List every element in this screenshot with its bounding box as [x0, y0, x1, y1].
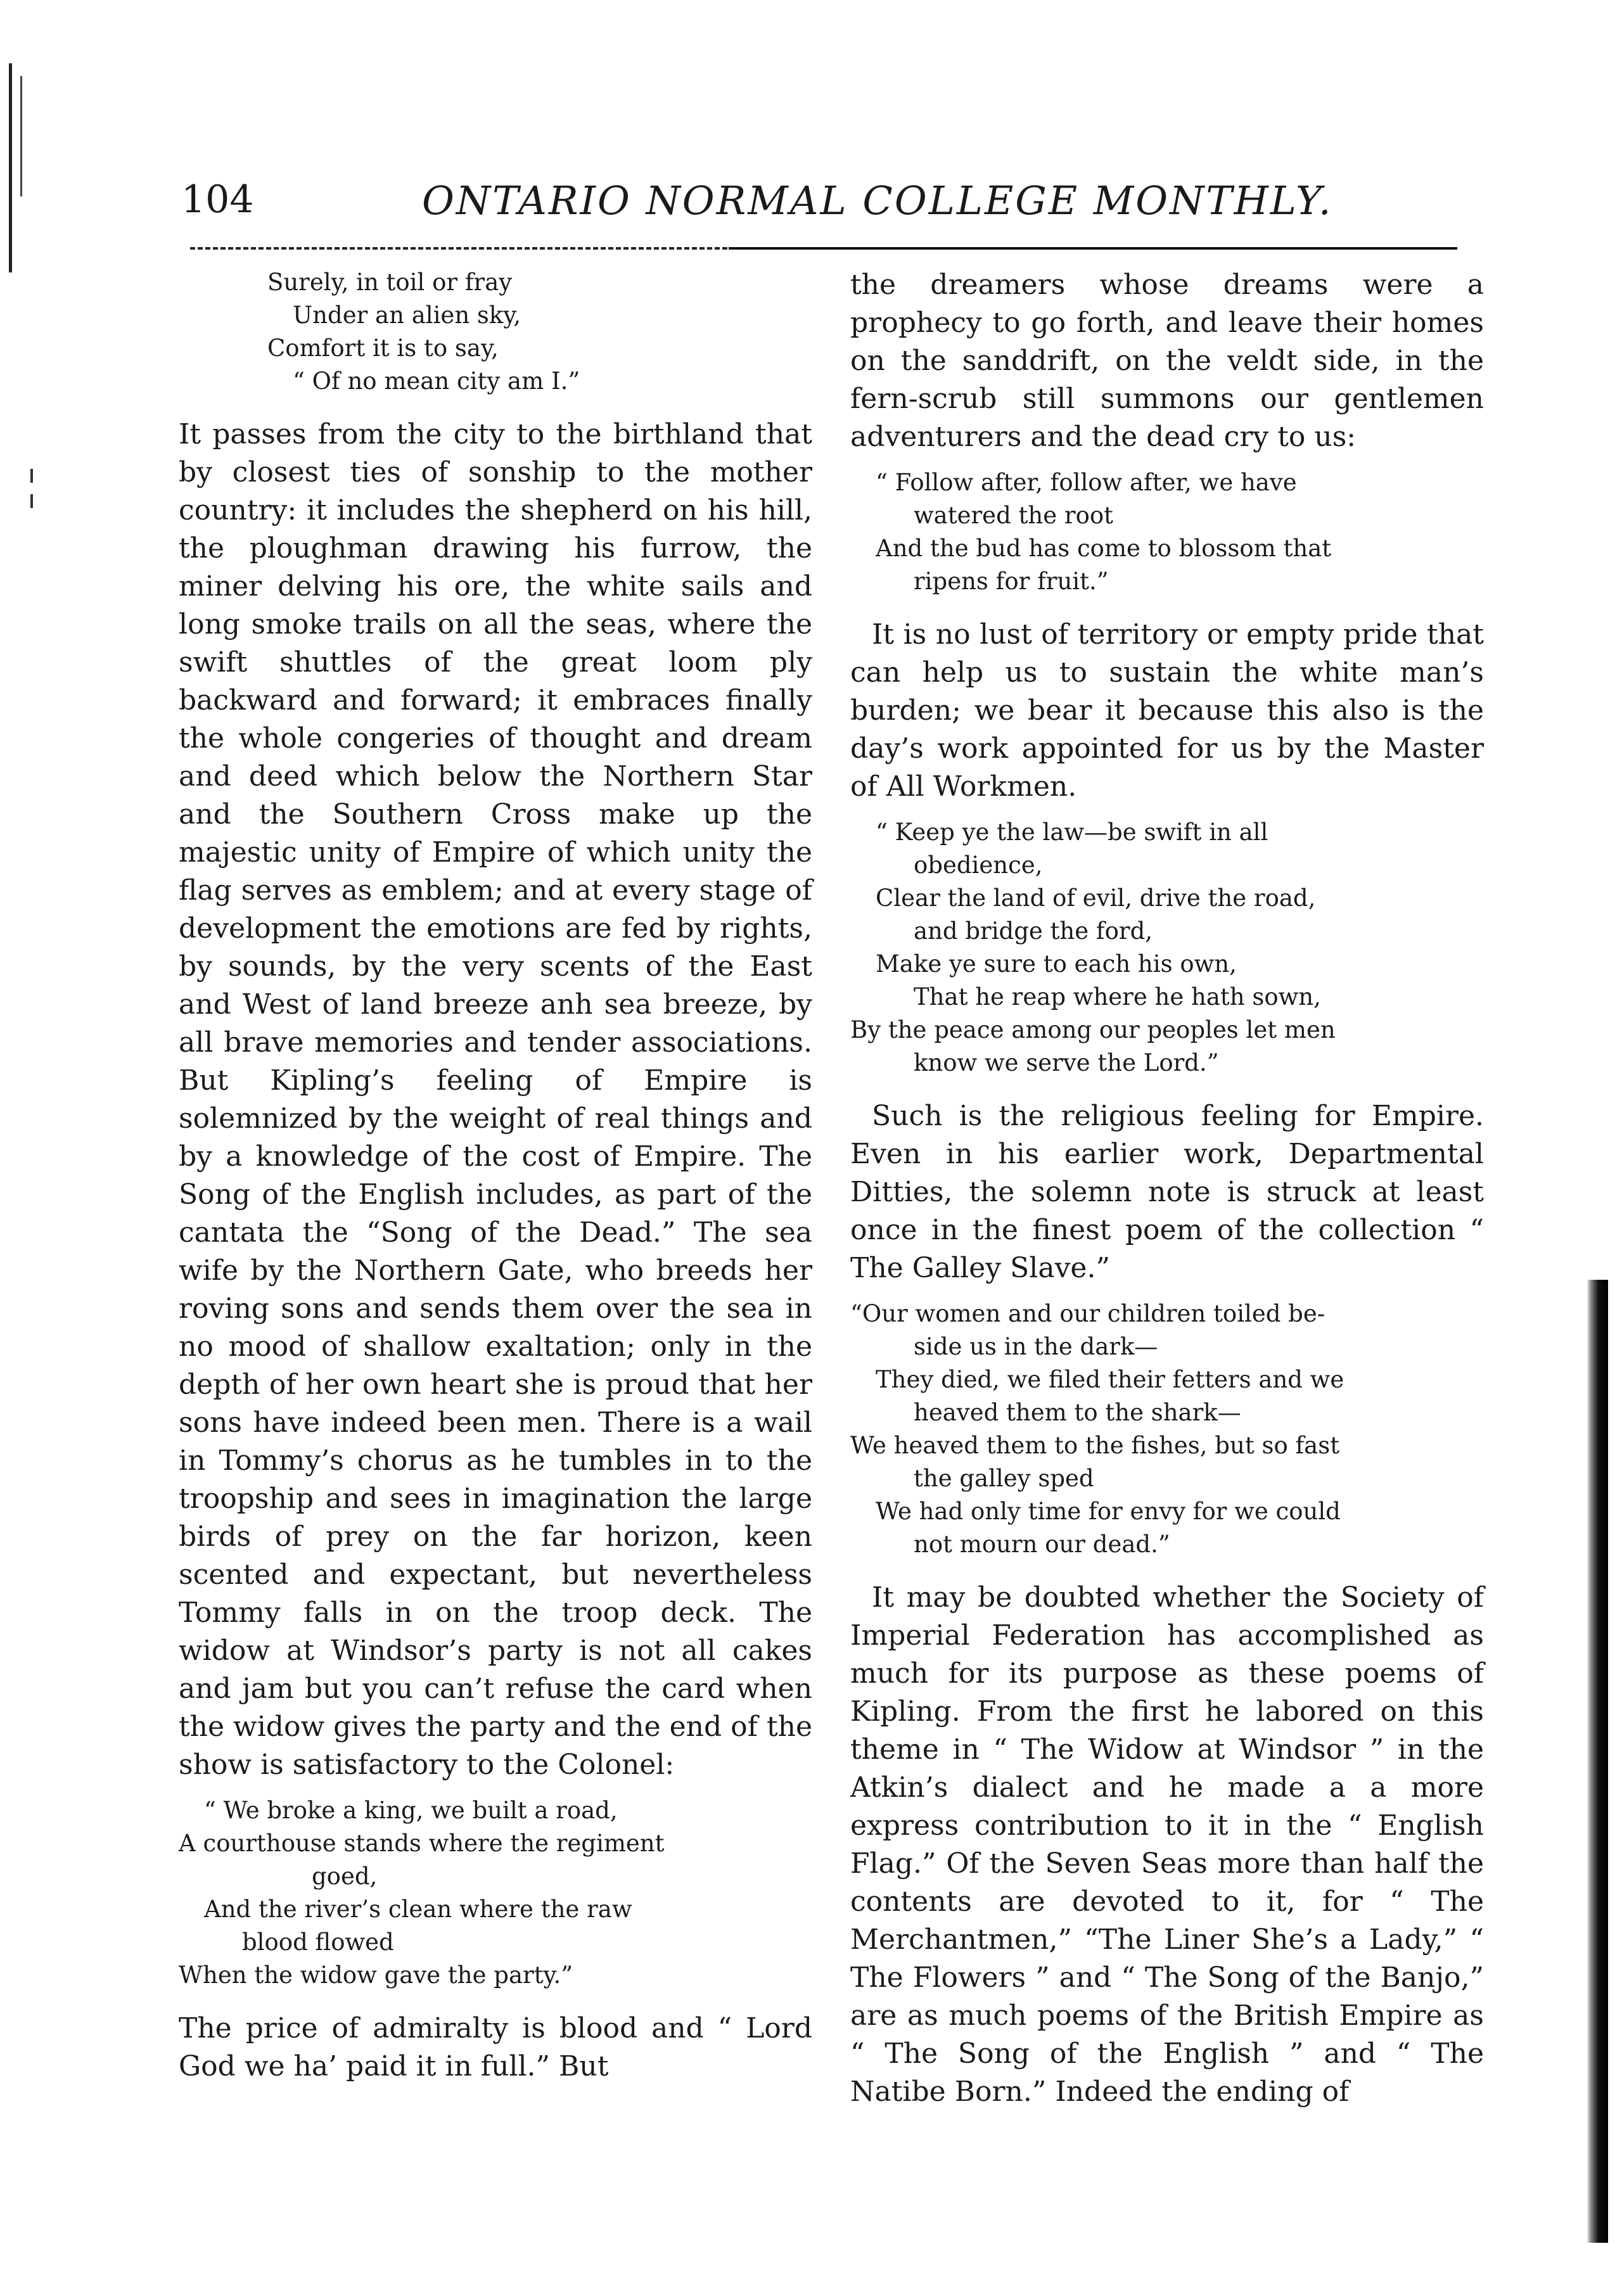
- verse-line: not mourn our dead.”: [914, 1531, 1170, 1558]
- header-rule: [729, 247, 1457, 250]
- verse-line: They died, we filed their fetters and we: [876, 1366, 1344, 1393]
- verse-line: “Our women and our children toiled be-: [850, 1300, 1325, 1327]
- verse-line: goed,: [312, 1863, 378, 1890]
- verse-line: We heaved them to the fishes, but so fast: [850, 1432, 1340, 1459]
- verse-line: And the bud has come to blossom that: [876, 535, 1332, 562]
- binding-shadow: [1587, 1280, 1608, 2243]
- verse-line: When the widow gave the party.”: [179, 1961, 573, 1989]
- paragraph: the dreamers whose dreams were a prophecy to go forth, and leave their homes on the sanddrift, on the veldt side, in the fern-scrub still summons our gentlemen adventurers and the dead cry to us:: [850, 269, 1484, 453]
- verse-line: Make ye sure to each his own,: [876, 950, 1237, 978]
- verse-line: heaved them to the shark—: [914, 1399, 1241, 1426]
- verse-line: and bridge the ford,: [914, 917, 1153, 945]
- verse-line: Clear the land of evil, drive the road,: [876, 884, 1316, 912]
- page-edge-mark: [30, 494, 33, 508]
- verse-block: [850, 466, 1484, 598]
- paragraph: It is no lust of territory or empty pride that can help us to sustain the white man’s burden; we bear it because this also is the day’s work appointed for us by the Master of All Workmen.: [850, 618, 1484, 803]
- verse-line: We had only time for envy for we could: [876, 1498, 1341, 1525]
- verse-line: “ Of no mean city am I.”: [293, 367, 580, 395]
- verse-line: A courthouse stands where the regiment: [179, 1830, 665, 1857]
- page-number: 104: [181, 177, 254, 222]
- paragraph: It passes from the city to the birthland that by closest ties of sonship to the mother country: it includes the shepherd on his hill, the ploughman drawing his furrow, the miner delving his ore, the white sails and long smoke trails on all the seas, where the swift shuttles of the great loom ply backward and forward; it embraces finally the whole congeries of thought and dream and deed which below the Northern Star and the Southern Cross make up the majestic unity of Empire of which unity the flag serves as emblem; and at every stage of development the emotions are fed by rights, by sounds, by the very scents of the East and West of land breeze anh sea breeze, by all brave memories and tender associations. But Kipling’s feeling of Empire is solemnized by the weight of real things and by a knowledge of the cost of Empire. The Song of the English includes, as part of the cantata the “Song of the Dead.” The sea wife by the Northern Gate, who breeds her roving sons and sends them over the sea in no mood of shallow exaltation; only in the depth of her own heart she is proud that her sons have indeed been men. There is a wail in Tommy’s chorus as he tumbles in to the troopship and sees in imagination the large birds of prey on the far horizon, keen scented and expectant, but nevertheless Tommy falls in on the troop deck. The widow at Windsor’s party is not all cakes and jam but you can’t refuse the card when the widow gives the party and the end of the show is satisfactory to the Colonel:: [179, 418, 812, 1781]
- page-edge-mark: [30, 469, 33, 483]
- verse-line: blood flowed: [242, 1929, 394, 1956]
- right-column: [850, 266, 1484, 2111]
- verse-line: ripens for fruit.”: [914, 568, 1109, 595]
- verse-line: “ Follow after, follow after, we have: [876, 469, 1297, 496]
- verse-block: [850, 816, 1484, 1080]
- verse-block: [850, 1298, 1484, 1561]
- verse-block: [179, 266, 812, 398]
- running-title: ONTARIO NORMAL COLLEGE MONTHLY.: [422, 177, 1333, 224]
- verse-line: By the peace among our peoples let men: [850, 1016, 1336, 1043]
- verse-line: the galley sped: [914, 1465, 1094, 1492]
- verse-line: obedience,: [914, 851, 1043, 879]
- verse-line: And the river’s clean where the raw: [204, 1896, 632, 1923]
- verse-block: [179, 1794, 812, 1992]
- verse-line: “ We broke a king, we built a road,: [204, 1797, 618, 1824]
- paragraph: The price of admiralty is blood and “ Lord God we ha’ paid it in full.” But: [179, 2012, 812, 2082]
- page-header: [0, 177, 1622, 247]
- left-column: [179, 266, 812, 2086]
- verse-line: side us in the dark—: [914, 1333, 1158, 1360]
- verse-line: That he reap where he hath sown,: [914, 983, 1321, 1011]
- verse-line: Surely, in toil or fray: [267, 269, 513, 296]
- verse-line: Under an alien sky,: [293, 302, 521, 329]
- verse-line: Comfort it is to say,: [267, 335, 499, 362]
- paragraph: It may be doubted whether the Society of Imperial Federation has accomplished as much for its purpose as these poems of Kipling. From the first he labored on this theme in “ The Widow at Windsor ” in the Atkin’s dialect and he made a a more express contribution to it in the “ English Flag.” Of the Seven Seas more than half the contents are devoted to it, for “ The Merchantmen,” “The Liner She’s a Lady,” “ The Flowers ” and “ The Song of the Banjo,” are as much poems of the British Empire as “ The Song of the English ” and “ The Natibe Born.” Indeed the ending of: [850, 1581, 1484, 2108]
- verse-line: “ Keep ye the law—be swift in all: [876, 819, 1268, 846]
- verse-line: watered the root: [914, 502, 1113, 529]
- paragraph: Such is the religious feeling for Empire. Even in his earlier work, Departmental Ditties, the solemn note is struck at least once in the finest poem of the collection “ The Galley Slave.”: [850, 1100, 1484, 1284]
- verse-line: know we serve the Lord.”: [914, 1049, 1219, 1076]
